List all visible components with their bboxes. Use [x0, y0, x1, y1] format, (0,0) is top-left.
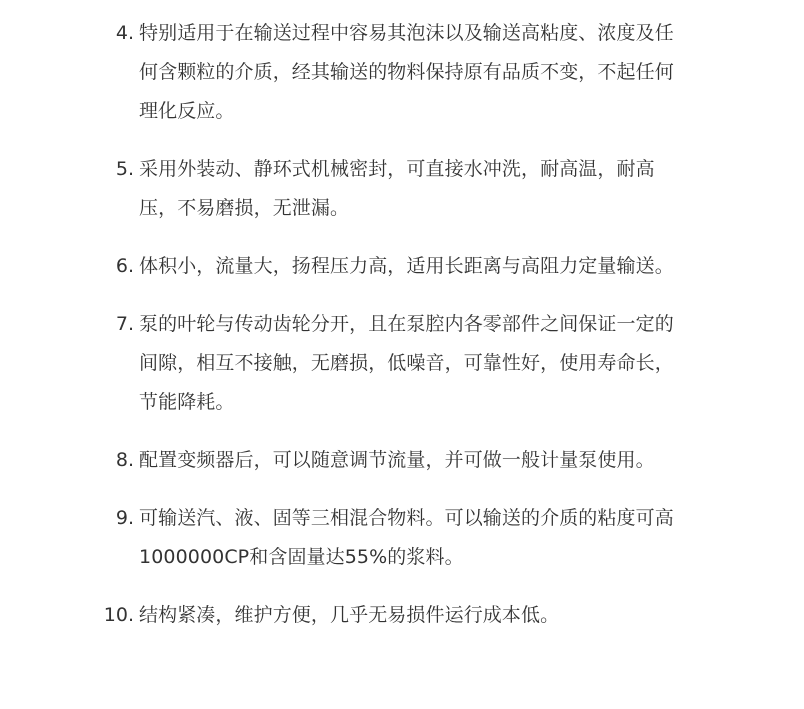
list-item — [0, 305, 804, 422]
list-item-text: 泵的叶轮与传动齿轮分开，且在泵腔内各零部件之间保证一定的间隙，相互不接触，无磨损，低噪音，可靠性好，使用寿命长，节能降耗。 — [139, 313, 674, 413]
list-item-number: 10. — [103, 604, 134, 626]
list-item-text: 结构紧凑，维护方便，几乎无易损件运行成本低。 — [139, 604, 560, 626]
list-item-text: 可输送汽、液、固等三相混合物料。可以输送的介质的粘度可高1000000CP和含固量达55%的浆料。 — [139, 507, 674, 568]
list-item-number: 6. — [115, 255, 134, 277]
list-item — [0, 247, 804, 286]
list-item-text: 配置变频器后，可以随意调节流量，并可做一般计量泵使用。 — [139, 449, 655, 471]
list-item-number: 4. — [115, 22, 134, 44]
list-item — [0, 150, 804, 228]
list-item — [0, 14, 804, 131]
list-item — [0, 441, 804, 480]
list-item-number: 5. — [115, 158, 134, 180]
list-item-number: 8. — [115, 449, 134, 471]
list-item-number: 7. — [115, 313, 134, 335]
list-item — [0, 596, 804, 635]
list-item-text: 特别适用于在输送过程中容易其泡沫以及输送高粘度、浓度及任何含颗粒的介质，经其输送的物料保持原有品质不变，不起任何理化反应。 — [139, 22, 674, 122]
list-item-text: 体积小，流量大，扬程压力高，适用长距离与高阻力定量输送。 — [139, 255, 674, 277]
list-item-text: 采用外装动、静环式机械密封，可直接水冲洗，耐高温，耐高压，不易磨损，无泄漏。 — [139, 158, 655, 219]
list-item-number: 9. — [115, 507, 134, 529]
list-item — [0, 499, 804, 577]
feature-list — [0, 14, 804, 654]
